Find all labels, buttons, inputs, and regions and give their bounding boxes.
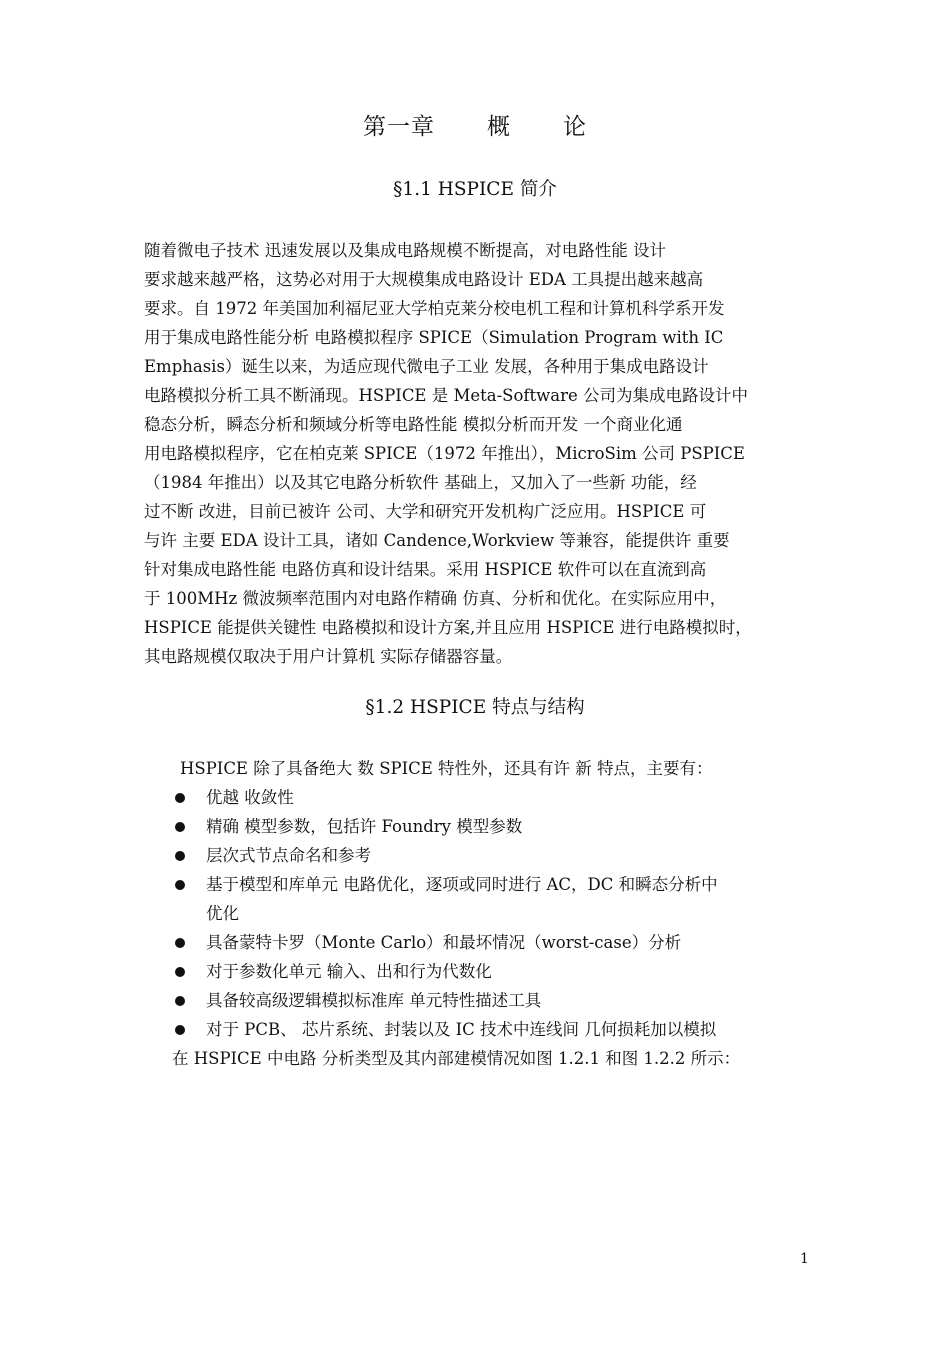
list-item-text: 对于参数化单元 输入、出和行为代数化 (206, 962, 492, 981)
bullet-icon (175, 822, 185, 832)
feature-intro: HSPICE 除了具备绝大 数 SPICE 特性外，还具有许 新 特点，主要有： (180, 759, 713, 778)
section-1-heading: §1.1 HSPICE 简介 (393, 179, 557, 200)
body-line: 随着微电子技术 迅速发展以及集成电路规模不断提高，对电路性能 设计 (144, 241, 666, 260)
page-number: 1 (800, 1251, 809, 1267)
list-item (172, 870, 812, 899)
body-line: 要求越来越严格，这势必对用于大规模集成电路设计 EDA 工具提出越来越高 (144, 270, 704, 289)
list-item (172, 957, 812, 986)
list-item-text: 优越 收敛性 (206, 788, 294, 807)
body-line: 电路模拟分析工具不断涌现。HSPICE 是 Meta-Software 公司为集成电路设计中 (144, 386, 749, 405)
bullet-icon (175, 1025, 185, 1035)
bullet-icon (175, 793, 185, 803)
bullet-icon (175, 996, 185, 1006)
section-2-heading: §1.2 HSPICE 特点与结构 (365, 697, 585, 718)
chapter-title-part2: 概 (487, 114, 511, 140)
bullet-icon (175, 938, 185, 948)
chapter-title-part1: 第一章 (363, 114, 435, 140)
bullet-icon (175, 880, 185, 890)
chapter-title-part3: 论 (563, 114, 587, 140)
list-item-continuation: 优化 (206, 904, 239, 923)
body-line: Emphasis）诞生以来，为适应现代微电子工业 发展，各种用于集成电路设计 (144, 357, 709, 376)
list-item-text: 精确 模型参数，包括许 Foundry 模型参数 (206, 817, 523, 836)
list-item-text: 具备较高级逻辑模拟标准库 单元特性描述工具 (206, 991, 542, 1010)
list-item-text: 基于模型和库单元 电路优化，逐项或同时进行 AC，DC 和瞬态分析中 (206, 875, 718, 894)
body-line: 与许 主要 EDA 设计工具，诸如 Candence,Workview 等兼容，能提供许 重要 (144, 531, 730, 550)
list-item (172, 812, 812, 841)
list-item-text: 具备蒙特卡罗（Monte Carlo）和最坏情况（worst-case）分析 (206, 933, 682, 952)
body-line: 过不断 改进，目前已被许 公司、大学和研究开发机构广泛应用。HSPICE 可 (144, 502, 707, 521)
body-line: 针对集成电路性能 电路仿真和设计结果。采用 HSPICE 软件可以在直流到高 (144, 560, 707, 579)
body-line: 要求。自 1972 年美国加利福尼亚大学柏克莱分校电机工程和计算机科学系开发 (144, 299, 725, 318)
body-line: 稳态分析，瞬态分析和频域分析等电路性能 模拟分析而开发 一个商业化通 (144, 415, 683, 434)
section-2-feature-list (172, 754, 812, 1073)
list-item (172, 986, 812, 1015)
section-1-body (144, 236, 810, 671)
body-line: 于 100MHz 微波频率范围内对电路作精确 仿真、分析和优化。在实际应用中， (144, 589, 727, 608)
closing-sentence: 在 HSPICE 中电路 分析类型及其内部建模情况如图 1.2.1 和图 1.2.2 所示： (172, 1049, 741, 1068)
list-item-text: 层次式节点命名和参考 (206, 846, 371, 865)
list-item (172, 783, 812, 812)
body-line: 其电路规模仅取决于用户计算机 实际存储器容量。 (144, 647, 513, 666)
bullet-icon (175, 967, 185, 977)
chapter-title (0, 108, 950, 141)
bullet-icon (175, 851, 185, 861)
list-item (172, 841, 812, 870)
list-item-text: 对于 PCB、 芯片系统、封装以及 IC 技术中连线间 几何损耗加以模拟 (206, 1020, 717, 1039)
body-line: 用电路模拟程序，它在柏克莱 SPICE（1972 年推出），MicroSim 公司 PSPICE (144, 444, 745, 463)
list-item (172, 1015, 812, 1044)
list-item (172, 928, 812, 957)
body-line: （1984 年推出）以及其它电路分析软件 基础上，又加入了一些新 功能，经 (144, 473, 697, 492)
body-line: 用于集成电路性能分析 电路模拟程序 SPICE（Simulation Program with IC (144, 328, 724, 347)
body-line: HSPICE 能提供关键性 电路模拟和设计方案,并且应用 HSPICE 进行电路模拟时， (144, 618, 752, 637)
